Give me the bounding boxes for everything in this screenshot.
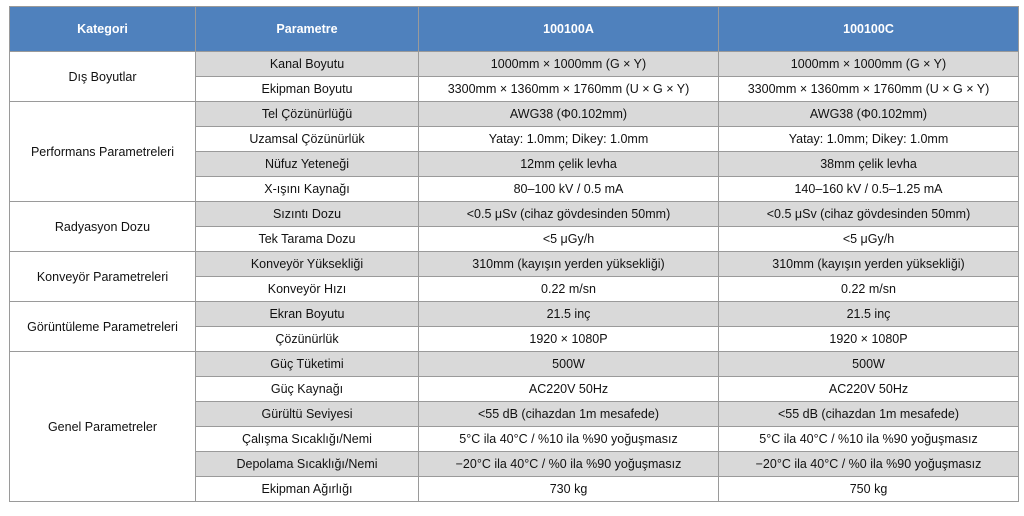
category-cell: Performans Parametreleri xyxy=(10,102,196,202)
model-c-value-cell: Yatay: 1.0mm; Dikey: 1.0mm xyxy=(719,127,1019,152)
model-c-value-cell: 5°C ila 40°C / %10 ila %90 yoğuşmasız xyxy=(719,427,1019,452)
model-a-value-cell: 3300mm × 1360mm × 1760mm (U × G × Y) xyxy=(419,77,719,102)
category-cell: Genel Parametreler xyxy=(10,352,196,502)
table-row xyxy=(10,102,1019,127)
model-c-value-cell: 750 kg xyxy=(719,477,1019,502)
header-category: Kategori xyxy=(10,7,196,52)
parameter-cell: Çözünürlük xyxy=(196,327,419,352)
model-c-value-cell: −20°C ila 40°C / %0 ila %90 yoğuşmasız xyxy=(719,452,1019,477)
header-parameter: Parametre xyxy=(196,7,419,52)
parameter-cell: Ekran Boyutu xyxy=(196,302,419,327)
parameter-cell: Konveyör Yüksekliği xyxy=(196,252,419,277)
parameter-cell: Güç Kaynağı xyxy=(196,377,419,402)
table-row xyxy=(10,352,1019,377)
header-row xyxy=(10,7,1019,52)
parameter-cell: Çalışma Sıcaklığı/Nemi xyxy=(196,427,419,452)
table-row xyxy=(10,52,1019,77)
model-c-value-cell: 38mm çelik levha xyxy=(719,152,1019,177)
spec-table xyxy=(9,6,1019,502)
model-a-value-cell: <0.5 μSv (cihaz gövdesinden 50mm) xyxy=(419,202,719,227)
header-model-a: 100100A xyxy=(419,7,719,52)
model-a-value-cell: AC220V 50Hz xyxy=(419,377,719,402)
model-c-value-cell: <55 dB (cihazdan 1m mesafede) xyxy=(719,402,1019,427)
model-a-value-cell: 730 kg xyxy=(419,477,719,502)
model-a-value-cell: 1000mm × 1000mm (G × Y) xyxy=(419,52,719,77)
model-a-value-cell: 5°C ila 40°C / %10 ila %90 yoğuşmasız xyxy=(419,427,719,452)
model-a-value-cell: 21.5 inç xyxy=(419,302,719,327)
model-c-value-cell: 1000mm × 1000mm (G × Y) xyxy=(719,52,1019,77)
table-body xyxy=(10,52,1019,502)
model-a-value-cell: <55 dB (cihazdan 1m mesafede) xyxy=(419,402,719,427)
parameter-cell: Kanal Boyutu xyxy=(196,52,419,77)
parameter-cell: Tel Çözünürlüğü xyxy=(196,102,419,127)
parameter-cell: Uzamsal Çözünürlük xyxy=(196,127,419,152)
category-cell: Radyasyon Dozu xyxy=(10,202,196,252)
model-c-value-cell: AWG38 (Φ0.102mm) xyxy=(719,102,1019,127)
model-c-value-cell: <0.5 μSv (cihaz gövdesinden 50mm) xyxy=(719,202,1019,227)
parameter-cell: Ekipman Boyutu xyxy=(196,77,419,102)
model-a-value-cell: −20°C ila 40°C / %0 ila %90 yoğuşmasız xyxy=(419,452,719,477)
model-a-value-cell: 0.22 m/sn xyxy=(419,277,719,302)
model-a-value-cell: 310mm (kayışın yerden yüksekliği) xyxy=(419,252,719,277)
header-model-c: 100100C xyxy=(719,7,1019,52)
parameter-cell: Depolama Sıcaklığı/Nemi xyxy=(196,452,419,477)
model-c-value-cell: 3300mm × 1360mm × 1760mm (U × G × Y) xyxy=(719,77,1019,102)
model-a-value-cell: AWG38 (Φ0.102mm) xyxy=(419,102,719,127)
category-cell: Görüntüleme Parametreleri xyxy=(10,302,196,352)
model-a-value-cell: 1920 × 1080P xyxy=(419,327,719,352)
model-c-value-cell: 21.5 inç xyxy=(719,302,1019,327)
category-cell: Konveyör Parametreleri xyxy=(10,252,196,302)
model-a-value-cell: 12mm çelik levha xyxy=(419,152,719,177)
model-c-value-cell: 0.22 m/sn xyxy=(719,277,1019,302)
model-c-value-cell: 1920 × 1080P xyxy=(719,327,1019,352)
parameter-cell: X-ışını Kaynağı xyxy=(196,177,419,202)
table-row xyxy=(10,302,1019,327)
model-a-value-cell: <5 μGy/h xyxy=(419,227,719,252)
parameter-cell: Gürültü Seviyesi xyxy=(196,402,419,427)
model-c-value-cell: 140–160 kV / 0.5–1.25 mA xyxy=(719,177,1019,202)
table-header xyxy=(10,7,1019,52)
parameter-cell: Nüfuz Yeteneği xyxy=(196,152,419,177)
model-c-value-cell: 310mm (kayışın yerden yüksekliği) xyxy=(719,252,1019,277)
parameter-cell: Ekipman Ağırlığı xyxy=(196,477,419,502)
parameter-cell: Güç Tüketimi xyxy=(196,352,419,377)
model-c-value-cell: AC220V 50Hz xyxy=(719,377,1019,402)
model-a-value-cell: 500W xyxy=(419,352,719,377)
parameter-cell: Tek Tarama Dozu xyxy=(196,227,419,252)
model-a-value-cell: 80–100 kV / 0.5 mA xyxy=(419,177,719,202)
table-row xyxy=(10,252,1019,277)
table-row xyxy=(10,202,1019,227)
model-c-value-cell: 500W xyxy=(719,352,1019,377)
model-c-value-cell: <5 μGy/h xyxy=(719,227,1019,252)
parameter-cell: Sızıntı Dozu xyxy=(196,202,419,227)
model-a-value-cell: Yatay: 1.0mm; Dikey: 1.0mm xyxy=(419,127,719,152)
category-cell: Dış Boyutlar xyxy=(10,52,196,102)
parameter-cell: Konveyör Hızı xyxy=(196,277,419,302)
